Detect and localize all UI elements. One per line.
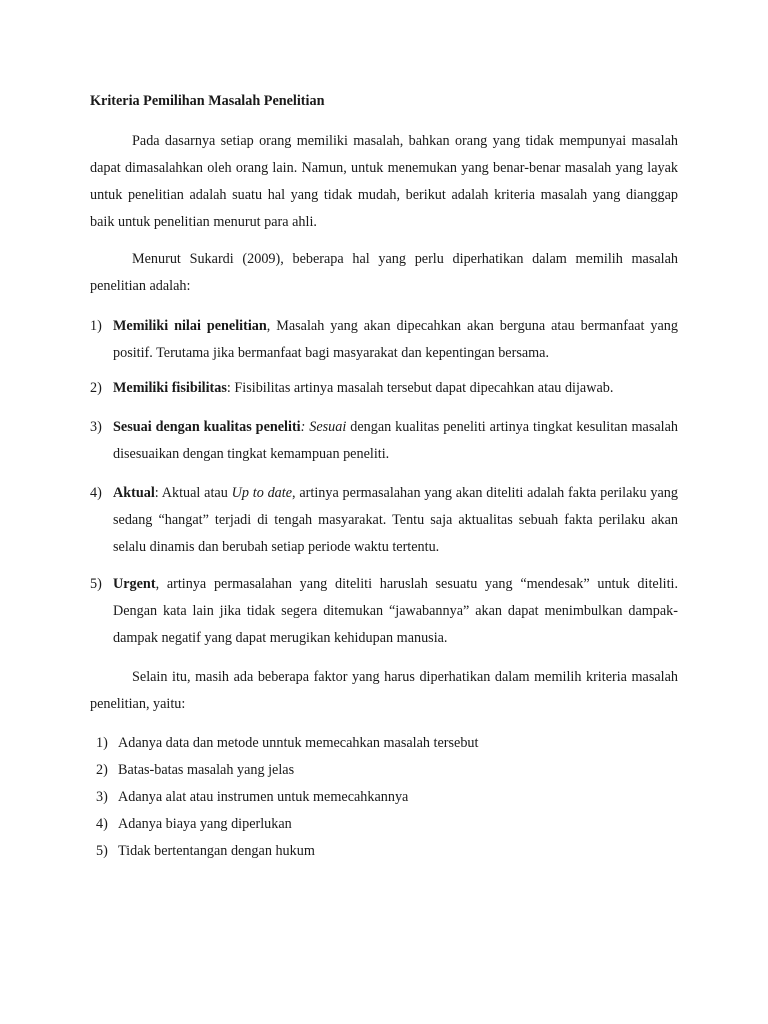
criteria-text: artinya permasalahan yang diteliti haruslah sesuatu yang “mendesak” untuk diteliti. Dengan kata lain jika tidak segera ditemukan “jawabannya” akan dapat menimbulkan dampak-dampak negatif yang dapat merugikan kehidupan manusia. <box>113 576 679 646</box>
factors-paragraph: Selain itu, masih ada beberapa faktor yang harus diperhatikan dalam memilih kriteria masalah penelitian, yaitu: <box>90 669 678 712</box>
factor-text: Adanya alat atau instrumen untuk memecahkannya <box>118 789 409 805</box>
sukardi-paragraph: Menurut Sukardi (2009), beberapa hal yang perlu diperhatikan dalam memilih masalah penelitian adalah: <box>90 251 678 294</box>
criteria-separator: , <box>266 318 277 334</box>
list-number: 2) <box>90 380 102 396</box>
list-number: 5) <box>90 576 102 592</box>
criteria-separator: : Aktual atau <box>154 485 232 501</box>
criteria-term: Aktual <box>113 485 155 501</box>
criteria-separator: : <box>226 380 235 396</box>
list-item <box>96 730 656 757</box>
criteria-term: Memiliki nilai penelitian <box>113 318 267 334</box>
criteria-term: Sesuai dengan kualitas peneliti <box>113 419 301 435</box>
intro-paragraph: Pada dasarnya setiap orang memiliki masalah, bahkan orang yang tidak mempunyai masalah dapat dimasalahkan oleh orang lain. Namun, untuk menemukan yang benar-benar masalah yang layak untuk penelitian adalah suatu hal yang tidak mudah, berikut adalah kriteria masalah yang dianggap baik untuk penelitian menurut para ahli. <box>90 133 678 230</box>
list-number: 4) <box>96 816 108 832</box>
criteria-text: dengan kualitas peneliti artinya tingkat kesulitan masalah disesuaikan dengan tingkat kemampuan peneliti. <box>113 419 678 462</box>
criteria-list-item <box>90 480 678 561</box>
criteria-separator: , <box>155 576 167 592</box>
list-item <box>96 757 656 784</box>
factor-text: Tidak bertentangan dengan hukum <box>118 843 315 859</box>
criteria-separator: : <box>300 419 310 435</box>
list-item <box>96 811 656 838</box>
criteria-italic: Up to date <box>231 485 293 501</box>
list-number: 1) <box>96 735 108 751</box>
list-item <box>96 838 656 865</box>
list-item <box>96 784 656 811</box>
list-number: 1) <box>90 318 102 334</box>
factor-text: Batas-batas masalah yang jelas <box>118 762 295 778</box>
document-title: Kriteria Pemilihan Masalah Penelitian <box>90 93 325 109</box>
criteria-term: Urgent <box>113 576 156 592</box>
factor-text: Adanya biaya yang diperlukan <box>118 816 292 832</box>
criteria-term: Memiliki fisibilitas <box>113 380 227 396</box>
criteria-list-item <box>90 375 678 402</box>
criteria-list-item <box>90 571 678 652</box>
criteria-text: , artinya permasalahan yang akan diteliti adalah fakta perilaku yang sedang “hangat” terjadi di tengah masyarakat. Tentu saja aktualitas sebuah fakta perilaku akan selalu dinamis dan berubah setiap periode waktu tertentu. <box>113 485 678 555</box>
list-number: 3) <box>96 789 108 805</box>
criteria-italic: Sesuai <box>309 419 347 435</box>
criteria-list-item <box>90 414 678 468</box>
factors-list <box>96 730 656 865</box>
list-number: 2) <box>96 762 108 778</box>
criteria-list-item <box>90 313 678 367</box>
factor-text: Adanya data dan metode unntuk memecahkan masalah tersebut <box>118 735 479 751</box>
list-number: 4) <box>90 485 102 501</box>
list-number: 5) <box>96 843 108 859</box>
criteria-text: Fisibilitas artinya masalah tersebut dapat dipecahkan atau dijawab. <box>234 380 614 396</box>
list-number: 3) <box>90 419 102 435</box>
criteria-text: Masalah yang akan dipecahkan akan berguna atau bermanfaat yang positif. Terutama jika bermanfaat bagi masyarakat dan kepentingan bersama. <box>113 318 678 361</box>
